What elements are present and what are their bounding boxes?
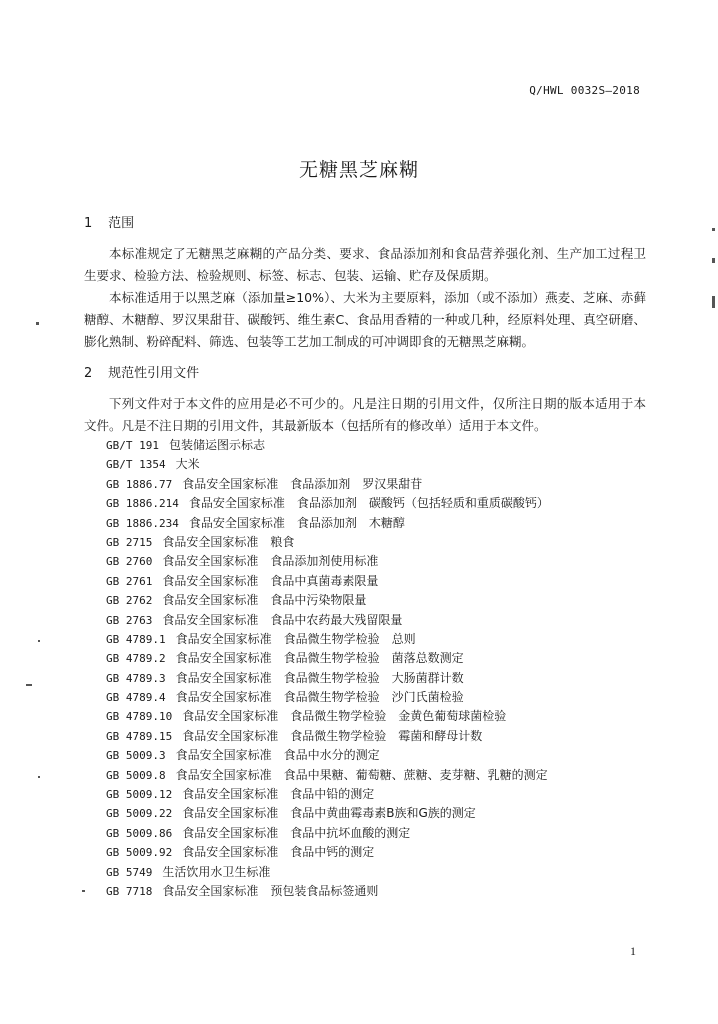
section-2-title: 规范性引用文件 (108, 366, 200, 381)
reference-title: 食品安全国家标准 食品微生物学检验 大肠菌群计数 (175, 670, 464, 685)
reference-code: GB 5009.86 (106, 826, 173, 840)
reference-title: 食品安全国家标准 食品添加剂使用标准 (162, 554, 379, 569)
standard-code: Q/HWL 0032S—2018 (529, 84, 640, 97)
reference-code: GB 4789.15 (106, 729, 173, 743)
reference-title: 食品安全国家标准 预包装食品标签通则 (162, 883, 379, 898)
reference-item (106, 746, 549, 765)
scan-speck (26, 684, 32, 686)
scan-speck (38, 640, 40, 642)
reference-title: 食品安全国家标准 食品微生物学检验 菌落总数测定 (175, 651, 464, 666)
reference-title: 食品安全国家标准 粮食 (162, 534, 295, 549)
reference-title: 食品安全国家标准 食品添加剂 木糖醇 (188, 515, 405, 530)
reference-item (106, 611, 549, 630)
reference-code: GB 2763 (106, 613, 153, 627)
reference-item (106, 863, 549, 882)
reference-item (106, 669, 549, 688)
scan-speck (38, 776, 40, 778)
reference-title: 食品安全国家标准 食品中抗坏血酸的测定 (182, 825, 411, 840)
reference-item (106, 533, 549, 552)
reference-title: 食品安全国家标准 食品添加剂 罗汉果甜苷 (182, 476, 423, 491)
section-1-paragraph: 本标准适用于以黑芝麻（添加量≥10%）、大米为主要原料，添加（或不添加）燕麦、芝麻、赤藓糖醇、木糖醇、罗汉果甜苷、碳酸钙、维生素C、食品用香精的一种或几种，经原料处理、真空研磨、膨化熟制、粉碎配料、筛选、包装等工艺加工制成的可冲调即食的无糖黑芝麻糊。 (84, 290, 646, 349)
reference-code: GB 1886.234 (106, 516, 179, 530)
reference-title: 食品安全国家标准 食品中真菌毒素限量 (162, 573, 379, 588)
reference-title: 食品安全国家标准 食品微生物学检验 霉菌和酵母计数 (182, 728, 483, 743)
document-title: 无糖黑芝麻糊 (298, 159, 419, 181)
scan-speck (82, 890, 85, 892)
reference-code: GB 1886.214 (106, 497, 179, 511)
reference-title: 食品安全国家标准 食品微生物学检验 沙门氏菌检验 (175, 690, 464, 705)
reference-code: GB 5009.22 (106, 807, 173, 821)
reference-code: GB 4789.3 (106, 671, 166, 685)
reference-item (106, 455, 549, 474)
reference-item (106, 436, 549, 455)
reference-item (106, 882, 549, 901)
reference-code: GB/T 1354 (106, 458, 166, 472)
reference-code: GB 5009.8 (106, 768, 166, 782)
scan-speck (712, 228, 715, 231)
reference-code: GB 7718 (106, 884, 153, 898)
section-2-intro: 下列文件对于本文件的应用是必不可少的。凡是注日期的引用文件，仅所注日期的版本适用于本文件。凡是不注日期的引用文件，其最新版本（包括所有的修改单）适用于本文件。 (84, 396, 646, 433)
reference-code: GB 5009.92 (106, 846, 173, 860)
scan-speck (712, 296, 715, 308)
reference-code: GB 1886.77 (106, 477, 173, 491)
reference-code: GB 2762 (106, 594, 153, 608)
reference-code: GB 5749 (106, 865, 153, 879)
reference-item (106, 707, 549, 726)
reference-title: 食品安全国家标准 食品中铅的测定 (182, 787, 375, 802)
reference-item (106, 552, 549, 571)
section-1-number: 1 (84, 216, 93, 231)
reference-title: 食品安全国家标准 食品微生物学检验 总则 (175, 631, 416, 646)
reference-code: GB 4789.1 (106, 632, 166, 646)
reference-code: GB 2760 (106, 555, 153, 569)
section-2-number: 2 (84, 366, 93, 381)
reference-code: GB 4789.2 (106, 652, 166, 666)
reference-title: 大米 (175, 457, 200, 472)
reference-item (106, 804, 549, 823)
reference-title: 食品安全国家标准 食品中农药最大残留限量 (162, 612, 403, 627)
reference-item (106, 766, 549, 785)
section-2-heading (84, 362, 199, 381)
reference-title: 生活饮用水卫生标准 (162, 864, 271, 879)
page-number: 1 (630, 944, 636, 958)
reference-item (106, 688, 549, 707)
reference-title: 食品安全国家标准 食品添加剂 碳酸钙（包括轻质和重质碳酸钙） (188, 496, 549, 511)
reference-code: GB 5009.12 (106, 788, 173, 802)
reference-code: GB 4789.4 (106, 691, 166, 705)
reference-item (106, 514, 549, 533)
section-1-title: 范围 (108, 216, 135, 231)
reference-code: GB 2761 (106, 574, 153, 588)
reference-title: 包装储运图示标志 (168, 438, 265, 452)
reference-item (106, 785, 549, 804)
reference-list (106, 436, 549, 901)
reference-item (106, 824, 549, 843)
reference-item (106, 630, 549, 649)
reference-code: GB 5009.3 (106, 749, 166, 763)
reference-title: 食品安全国家标准 食品中污染物限量 (162, 593, 367, 608)
scan-speck (712, 258, 715, 263)
reference-item (106, 843, 549, 862)
reference-item (106, 649, 549, 668)
reference-item (106, 494, 549, 513)
reference-title: 食品安全国家标准 食品中黄曲霉毒素B族和G族的测定 (182, 806, 476, 821)
reference-item (106, 572, 549, 591)
reference-item (106, 727, 549, 746)
section-1-paragraph: 本标准规定了无糖黑芝麻糊的产品分类、要求、食品添加剂和食品营养强化剂、生产加工过程卫生要求、检验方法、检验规则、标签、标志、包装、运输、贮存及保质期。 (84, 246, 646, 283)
scan-speck (36, 322, 39, 325)
reference-title: 食品安全国家标准 食品中钙的测定 (182, 845, 375, 860)
reference-code: GB 2715 (106, 535, 153, 549)
reference-code: GB 4789.10 (106, 710, 173, 724)
reference-code: GB/T 191 (106, 439, 159, 452)
reference-item (106, 591, 549, 610)
reference-title: 食品安全国家标准 食品中果糖、葡萄糖、蔗糖、麦芽糖、乳糖的测定 (175, 767, 548, 782)
reference-title: 食品安全国家标准 食品中水分的测定 (175, 748, 380, 763)
section-1-heading (84, 212, 134, 231)
reference-title: 食品安全国家标准 食品微生物学检验 金黄色葡萄球菌检验 (182, 709, 507, 724)
reference-item (106, 475, 549, 494)
